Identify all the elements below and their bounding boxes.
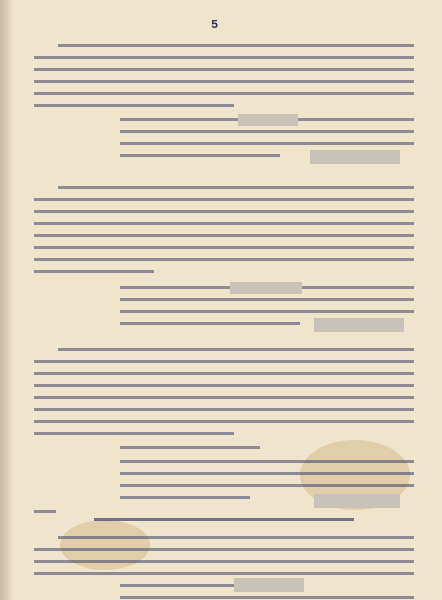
- text-line: [34, 56, 414, 59]
- text-line: [34, 408, 414, 411]
- text-line: [58, 348, 414, 351]
- text-line: [34, 258, 414, 261]
- redacted-area: [234, 578, 304, 592]
- text-line: [58, 186, 414, 189]
- text-line: [34, 572, 414, 575]
- text-line: [120, 298, 414, 301]
- text-line: [34, 560, 414, 563]
- text-line: [120, 484, 414, 487]
- text-line: [120, 130, 414, 133]
- page-edge-shadow: [0, 0, 14, 600]
- redacted-area: [230, 282, 302, 294]
- text-line: [34, 246, 414, 249]
- text-line: [58, 536, 414, 539]
- text-line: [34, 234, 414, 237]
- text-line: [34, 510, 56, 513]
- page-number: 5: [211, 18, 219, 32]
- text-line: [120, 154, 280, 157]
- text-line: [34, 92, 414, 95]
- redacted-area: [310, 150, 400, 164]
- text-line: [58, 44, 414, 47]
- text-line: [34, 360, 414, 363]
- text-line: [120, 322, 300, 325]
- text-line: [34, 372, 414, 375]
- redacted-area: [314, 494, 400, 508]
- text-line: [34, 80, 414, 83]
- redacted-area: [314, 318, 404, 332]
- text-line: [34, 210, 414, 213]
- text-line: [34, 104, 234, 107]
- text-line: [34, 222, 414, 225]
- text-line: [120, 142, 414, 145]
- text-line: [34, 270, 154, 273]
- redacted-area: [238, 114, 298, 126]
- text-line: [120, 446, 260, 449]
- text-line: [34, 198, 414, 201]
- text-line: [120, 596, 414, 599]
- text-line: [120, 310, 414, 313]
- text-line: [120, 472, 414, 475]
- text-line: [120, 460, 414, 463]
- text-line: [34, 68, 414, 71]
- text-line: [34, 548, 414, 551]
- text-line: [34, 396, 414, 399]
- text-line: [94, 518, 354, 521]
- text-line: [34, 384, 414, 387]
- text-line: [34, 432, 234, 435]
- text-line: [34, 420, 414, 423]
- text-line: [120, 496, 250, 499]
